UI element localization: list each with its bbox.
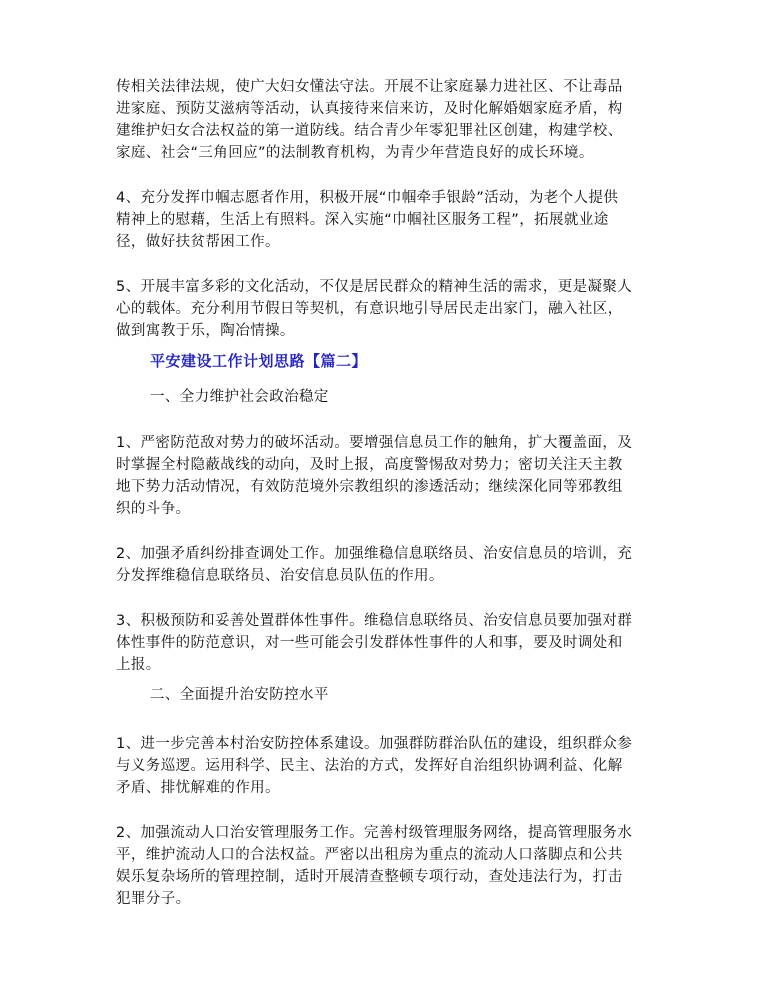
text-line: 体性事件的防范意识，对一些可能会引发群体性事件的人和事，要及时调处和 (116, 635, 623, 651)
text-line: 1、进一步完善本村治安防控体系建设。加强群防群治队伍的建设，组织群众参 (116, 736, 633, 752)
paragraph-dispute-mediation (116, 543, 656, 587)
text-line: 心的载体。充分利用节假日等契机，有意识地引导居民走出家门，融入社区， (116, 301, 623, 317)
text-line: 1、严密防范敌对势力的破坏活动。要增强信息员工作的触角，扩大覆盖面，及 (116, 435, 633, 451)
text-line: 分发挥维稳信息联络员、治安信息员队伍的作用。 (116, 568, 444, 584)
text-line: 上报。 (116, 657, 161, 673)
subheading-public-security: 二、全面提升治安防控水平 (150, 687, 329, 703)
text-line: 平，维护流动人口的合法权益。严密以出租房为重点的流动人口落脚点和公共 (116, 847, 623, 863)
paragraph-women-rights (116, 76, 656, 164)
text-line: 织的斗争。 (116, 501, 191, 517)
text-line: 进家庭、预防艾滋病等活动，认真接待来信来访，及时化解婚姻家庭矛盾，构 (116, 101, 623, 117)
text-line: 矛盾、排忧解难的作用。 (116, 780, 280, 796)
text-line: 犯罪分子。 (116, 891, 191, 907)
text-line: 径，做好扶贫帮困工作。 (116, 234, 280, 250)
text-line: 5、开展丰富多彩的文化活动，不仅是居民群众的精神生活的需求，更是凝聚人 (116, 279, 633, 295)
text-line: 时掌握全村隐蔽战线的动向，及时上报，高度警惕敌对势力；密切关注天主教 (116, 457, 623, 473)
text-line: 娱乐复杂场所的管理控制，适时开展清查整顿专项行动，查处违法行为，打击 (116, 869, 623, 885)
text-line: 3、积极预防和妥善处置群体性事件。维稳信息联络员、治安信息员要加强对群 (116, 613, 633, 629)
text-line: 建维护妇女合法权益的第一道防线。结合青少年零犯罪社区创建，构建学校、 (116, 123, 623, 139)
text-line: 传相关法律法规，使广大妇女懂法守法。开展不让家庭暴力进社区、不让毒品 (116, 79, 623, 95)
paragraph-item-5 (116, 276, 656, 342)
paragraph-security-system (116, 733, 656, 799)
text-line: 精神上的慰藉，生活上有照料。深入实施“巾帼社区服务工程”，拓展就业途 (116, 212, 609, 228)
paragraph-mass-incidents (116, 610, 656, 676)
paragraph-item-4 (116, 187, 656, 253)
subheading-political-stability: 一、全力维护社会政治稳定 (150, 389, 329, 405)
paragraph-hostile-forces (116, 432, 656, 520)
text-line: 2、加强流动人口治安管理服务工作。完善村级管理服务网络，提高管理服务水 (116, 825, 633, 841)
text-line: 与义务巡逻。运用科学、民主、法治的方式，发挥好自治组织协调利益、化解 (116, 758, 623, 774)
text-line: 家庭、社会“三角回应”的法制教育机构，为青少年营造良好的成长环境。 (116, 145, 594, 161)
section-heading: 平安建设工作计划思路【篇二】 (150, 352, 368, 370)
text-line: 做到寓教于乐，陶冶情操。 (116, 323, 295, 339)
text-line: 4、充分发挥巾帼志愿者作用，积极开展“巾帼牵手银龄”活动，为老个人提供 (116, 190, 619, 206)
paragraph-floating-population (116, 822, 656, 910)
text-line: 2、加强矛盾纠纷排查调处工作。加强维稳信息联络员、治安信息员的培训，充 (116, 546, 633, 562)
text-line: 地下势力活动情况，有效防范境外宗教组织的渗透活动；继续深化同等邪教组 (116, 479, 623, 495)
